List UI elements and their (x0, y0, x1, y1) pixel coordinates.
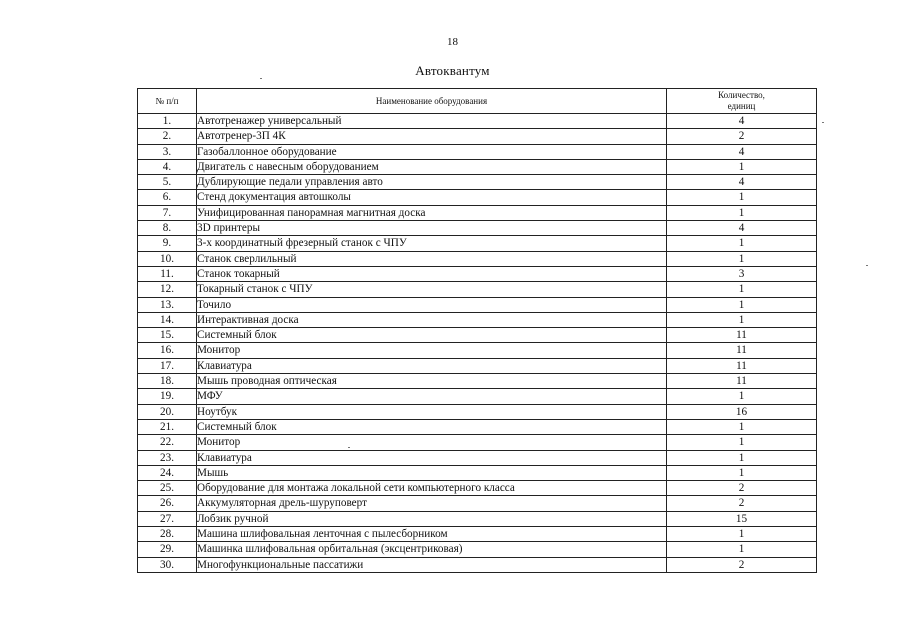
equipment-name: Монитор (197, 435, 667, 450)
equipment-name: Системный блок (197, 419, 667, 434)
table-row (138, 282, 817, 297)
row-number: 24. (138, 465, 197, 480)
row-number: 27. (138, 511, 197, 526)
page-number: 18 (447, 36, 458, 48)
equipment-name: Монитор (197, 343, 667, 358)
equipment-name: Станок сверлильный (197, 251, 667, 266)
equipment-name: Унифицированная панорамная магнитная доска (197, 205, 667, 220)
row-number: 2. (138, 129, 197, 144)
equipment-quantity: 1 (667, 527, 817, 542)
equipment-quantity: 11 (667, 343, 817, 358)
scan-speck (348, 447, 350, 448)
equipment-name: 3-х координатный фрезерный станок с ЧПУ (197, 236, 667, 251)
equipment-name: Ноутбук (197, 404, 667, 419)
equipment-name: 3D принтеры (197, 221, 667, 236)
equipment-name: Автотренер-3П 4К (197, 129, 667, 144)
header-quantity-line1: Количество, (718, 90, 765, 100)
row-number: 26. (138, 496, 197, 511)
table-row (138, 389, 817, 404)
equipment-name: Двигатель с навесным оборудованием (197, 159, 667, 174)
table-row (138, 527, 817, 542)
table-row (138, 419, 817, 434)
row-number: 25. (138, 481, 197, 496)
equipment-quantity: 1 (667, 159, 817, 174)
table-row (138, 328, 817, 343)
table-row (138, 435, 817, 450)
header-quantity (667, 89, 817, 114)
scan-speck (260, 78, 262, 79)
row-number: 10. (138, 251, 197, 266)
row-number: 28. (138, 527, 197, 542)
row-number: 19. (138, 389, 197, 404)
row-number: 20. (138, 404, 197, 419)
equipment-quantity: 16 (667, 404, 817, 419)
row-number: 29. (138, 542, 197, 557)
equipment-name: Токарный станок с ЧПУ (197, 282, 667, 297)
row-number: 4. (138, 159, 197, 174)
equipment-quantity: 2 (667, 129, 817, 144)
equipment-name: Клавиатура (197, 358, 667, 373)
row-number: 23. (138, 450, 197, 465)
table-row (138, 159, 817, 174)
equipment-quantity: 2 (667, 496, 817, 511)
equipment-quantity: 4 (667, 221, 817, 236)
scan-speck (822, 122, 824, 123)
table-row (138, 343, 817, 358)
table-row (138, 251, 817, 266)
row-number: 11. (138, 266, 197, 281)
equipment-name: Аккумуляторная дрель-шуруповерт (197, 496, 667, 511)
equipment-name: МФУ (197, 389, 667, 404)
scan-speck (866, 265, 868, 266)
equipment-quantity: 1 (667, 465, 817, 480)
equipment-name: Стенд документация автошколы (197, 190, 667, 205)
equipment-name: Интерактивная доска (197, 312, 667, 327)
equipment-quantity: 1 (667, 282, 817, 297)
equipment-name: Автотренажер универсальный (197, 114, 667, 129)
row-number: 16. (138, 343, 197, 358)
table-row (138, 542, 817, 557)
row-number: 17. (138, 358, 197, 373)
table-row (138, 190, 817, 205)
equipment-name: Мышь проводная оптическая (197, 374, 667, 389)
equipment-quantity: 11 (667, 328, 817, 343)
row-number: 15. (138, 328, 197, 343)
table-row (138, 221, 817, 236)
row-number: 12. (138, 282, 197, 297)
equipment-name: Газобаллонное оборудование (197, 144, 667, 159)
row-number: 18. (138, 374, 197, 389)
header-quantity-line2: единиц (727, 101, 756, 111)
equipment-quantity: 11 (667, 358, 817, 373)
equipment-quantity: 1 (667, 205, 817, 220)
table-row (138, 450, 817, 465)
equipment-table (137, 88, 817, 573)
table-row (138, 496, 817, 511)
equipment-quantity: 11 (667, 374, 817, 389)
equipment-quantity: 1 (667, 236, 817, 251)
equipment-name: Лобзик ручной (197, 511, 667, 526)
equipment-quantity: 1 (667, 312, 817, 327)
row-number: 8. (138, 221, 197, 236)
table-header-row (138, 89, 817, 114)
equipment-quantity: 1 (667, 251, 817, 266)
table-row (138, 144, 817, 159)
row-number: 21. (138, 419, 197, 434)
row-number: 22. (138, 435, 197, 450)
equipment-name: Многофункциональные пассатижи (197, 557, 667, 572)
equipment-name: Клавиатура (197, 450, 667, 465)
equipment-quantity: 1 (667, 435, 817, 450)
equipment-name: Станок токарный (197, 266, 667, 281)
row-number: 3. (138, 144, 197, 159)
table-body (138, 114, 817, 573)
table-row (138, 114, 817, 129)
equipment-quantity: 4 (667, 175, 817, 190)
table-row (138, 175, 817, 190)
document-title: Автоквантум (415, 63, 490, 78)
table-row (138, 481, 817, 496)
table-row (138, 297, 817, 312)
equipment-name: Дублирующие педали управления авто (197, 175, 667, 190)
row-number: 14. (138, 312, 197, 327)
table-row (138, 358, 817, 373)
equipment-name: Машина шлифовальная ленточная с пылесборником (197, 527, 667, 542)
equipment-name: Машинка шлифовальная орбитальная (эксцентриковая) (197, 542, 667, 557)
equipment-name: Системный блок (197, 328, 667, 343)
row-number: 13. (138, 297, 197, 312)
equipment-quantity: 2 (667, 557, 817, 572)
table-row (138, 266, 817, 281)
table-row (138, 511, 817, 526)
row-number: 5. (138, 175, 197, 190)
equipment-name: Оборудование для монтажа локальной сети компьютерного класса (197, 481, 667, 496)
equipment-quantity: 2 (667, 481, 817, 496)
row-number: 30. (138, 557, 197, 572)
table-row (138, 129, 817, 144)
table-row (138, 465, 817, 480)
header-number: № п/п (138, 89, 197, 114)
equipment-quantity: 1 (667, 389, 817, 404)
row-number: 9. (138, 236, 197, 251)
equipment-quantity: 1 (667, 542, 817, 557)
table-row (138, 557, 817, 572)
table-row (138, 205, 817, 220)
equipment-quantity: 4 (667, 114, 817, 129)
equipment-quantity: 1 (667, 190, 817, 205)
equipment-quantity: 1 (667, 297, 817, 312)
table-row (138, 312, 817, 327)
equipment-name: Точило (197, 297, 667, 312)
equipment-quantity: 1 (667, 450, 817, 465)
equipment-quantity: 3 (667, 266, 817, 281)
equipment-quantity: 4 (667, 144, 817, 159)
table-row (138, 404, 817, 419)
equipment-quantity: 1 (667, 419, 817, 434)
equipment-name: Мышь (197, 465, 667, 480)
table-row (138, 374, 817, 389)
equipment-quantity: 15 (667, 511, 817, 526)
row-number: 7. (138, 205, 197, 220)
row-number: 6. (138, 190, 197, 205)
row-number: 1. (138, 114, 197, 129)
table-row (138, 236, 817, 251)
header-equipment-name: Наименование оборудования (197, 89, 667, 114)
